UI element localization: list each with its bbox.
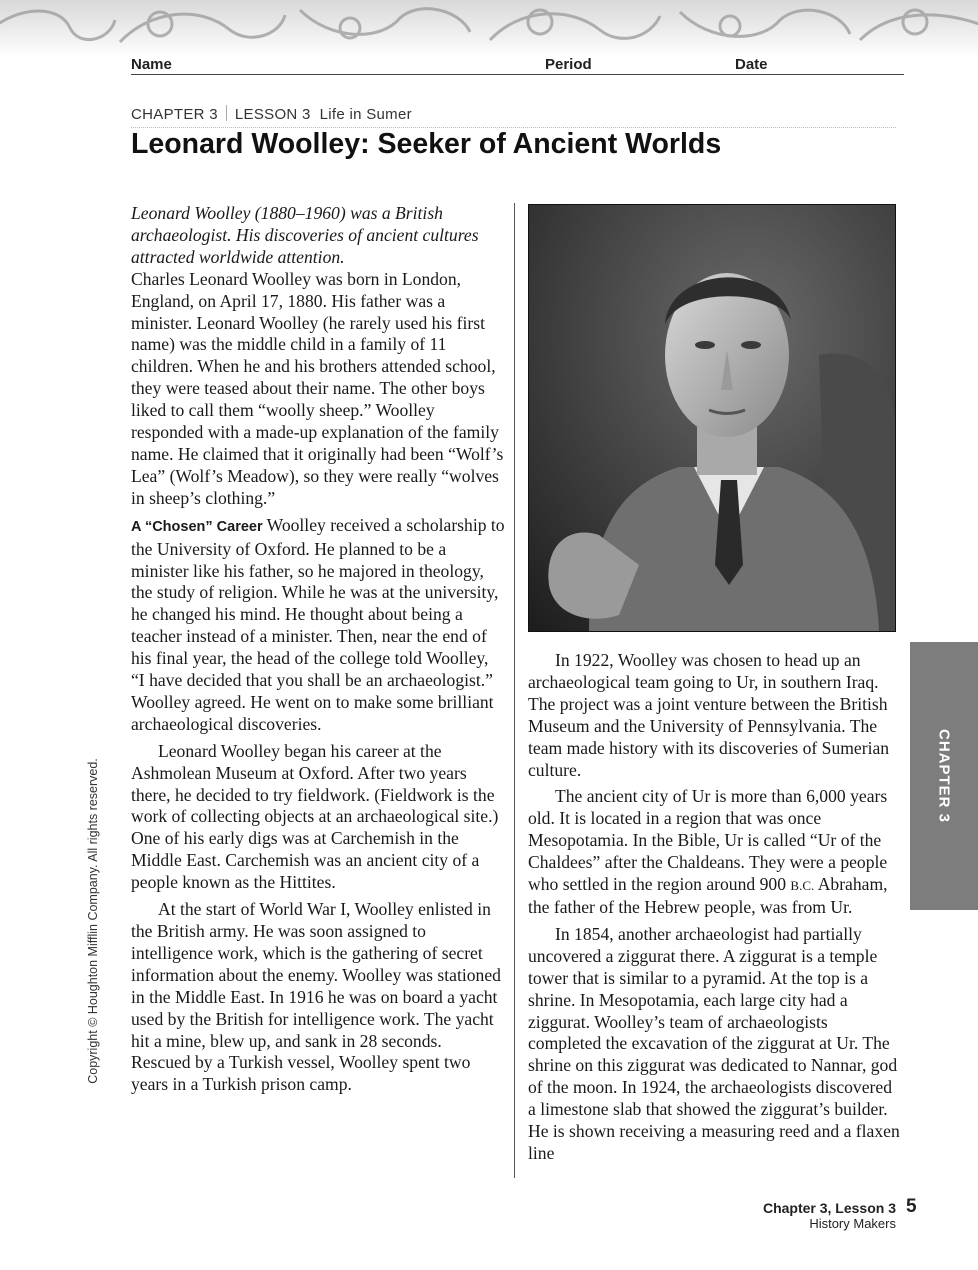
- chapter-side-tab: [910, 642, 978, 910]
- lesson-reference: [131, 105, 896, 128]
- chapter-tab-label: CHAPTER 3: [935, 728, 953, 824]
- decorative-header-band: [0, 0, 978, 58]
- column-divider: [514, 203, 515, 1178]
- paragraph-text: Woolley received a scholarship to the University of Oxford. He planned to be a minister like his father, so he majored in theology, the study of religion. While he was at the university, he changed his mind. He thought about being a teacher instead of a minister. Then, near the end of his final year, the head of the college told Woolley, “I have decided that you shall be an archaeologist.” Woolley agreed. He went on to make some brilliant archaeological discoveries.: [131, 514, 505, 734]
- body-paragraph: In 1854, another archaeologist had partially uncovered a ziggurat there. A ziggurat is a temple tower that is similar to a pyramid. At the top is a shrine. In Mesopotamia, each large city had a ziggurat. Woolley’s team of archaeologists completed the excavation of the ziggurat at Ur. The shrine on this ziggurat was dedicated to Nannar, god of the moon. In 1924, the archaeologists discovered a limestone slab that showed the ziggurat’s builder. He is shown receiving a measuring reed and a flaxen line: [528, 923, 900, 1163]
- student-info-row: [131, 56, 904, 75]
- period-label: Period: [545, 56, 592, 73]
- era-abbreviation: B.C.: [790, 878, 815, 894]
- body-paragraph: Charles Leonard Woolley was born in London, England, on April 17, 1880. His father was a minister. Leonard Woolley (he rarely used his first name) was the middle child in a family of 11 children. When he and his brothers attended school, they were teased about their name. The other boys liked to call them “woolly sheep.” Woolley responded with a made-up explanation of the family name. He claimed that it originally had been “Wolf’s Lea” (Wolf’s Meadow), so they were really “wolves in sheep’s clothing.”: [131, 268, 504, 508]
- page-number: 5: [906, 1196, 917, 1217]
- page-title: Leonard Woolley: Seeker of Ancient Worlds: [131, 128, 722, 160]
- paragraph-text: The ancient city of Ur is more than 6,000 years old. It is located in a region that was once Mesopotamia. In the Bible, Ur is called “Ur of the Chaldees” after the Chaldeans. They were a people who settled in the region around 900: [528, 786, 888, 895]
- right-column: [528, 650, 900, 1165]
- page-footer: [763, 1200, 896, 1231]
- copyright-notice: Copyright © Houghton Mifflin Company. All rights reserved.: [86, 758, 100, 1084]
- chapter-label: CHAPTER 3: [131, 106, 218, 123]
- body-paragraph: [131, 515, 505, 736]
- separator: [226, 105, 227, 121]
- lesson-label: LESSON 3: [234, 106, 311, 123]
- body-paragraph: [528, 786, 900, 918]
- footer-lesson-ref: Chapter 3, Lesson 3: [762, 1200, 896, 1216]
- body-paragraph: Leonard Woolley began his career at the Ashmolean Museum at Oxford. After two years there, he decided to try fieldwork. (Fieldwork is the work of collecting objects at an archaeological site.) One of his early digs was at Carchemish in the Middle East. Carchemish was an ancient city of a people known as the Hittites.: [131, 740, 499, 893]
- footer-series: History Makers: [809, 1216, 896, 1231]
- body-paragraph: In 1922, Woolley was chosen to head up an archaeological team going to Ur, in southern Iraq. The project was a joint venture between the British Museum and the University of Pennsylvania. The team made history with its discoveries of Sumerian culture.: [528, 650, 890, 780]
- lesson-topic: Life in Sumer: [319, 106, 412, 123]
- section-subhead: A “Chosen” Career: [131, 518, 263, 535]
- body-paragraph: At the start of World War I, Woolley enlisted in the British army. He was soon assigned to intelligence work, which is the gathering of secret information about the enemy. Woolley was stationed in the Middle East. In 1916 he was on board a yacht used by the British for intelligence work. The yacht hit a mine, blew up, and sank in 28 seconds. Rescued by a Turkish vessel, Woolley spent two years in a Turkish prison camp.: [131, 899, 501, 1095]
- left-column: [131, 203, 505, 1096]
- date-label: Date: [735, 56, 768, 73]
- paragraph-text: Abraham, the father of the Hebrew people, was from Ur.: [528, 874, 888, 917]
- portrait-photo: [528, 204, 896, 632]
- intro-paragraph: Leonard Woolley (1880–1960) was a British archaeologist. His discoveries of ancient cultures attracted worldwide attention.: [131, 203, 479, 267]
- name-label: Name: [131, 56, 172, 73]
